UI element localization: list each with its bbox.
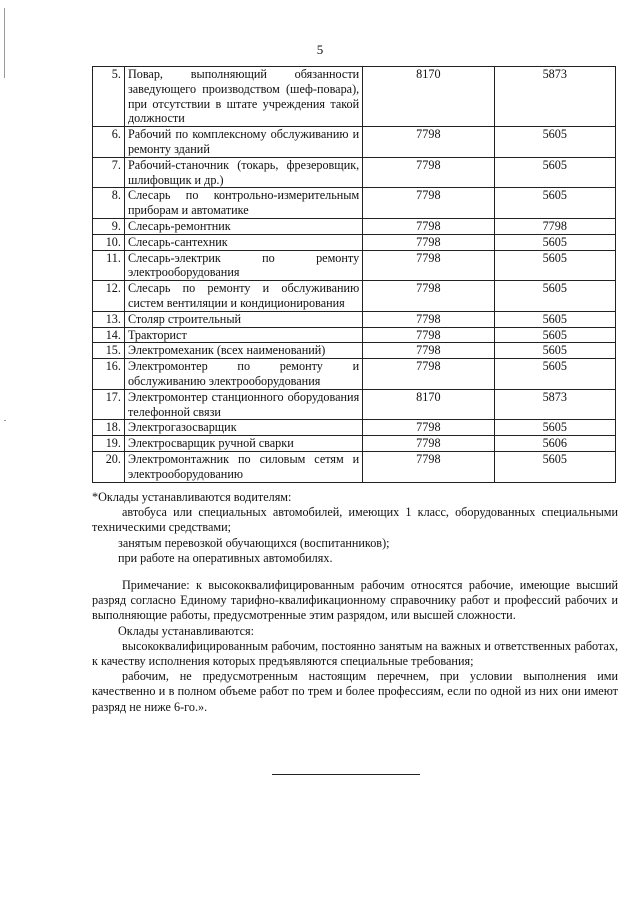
row-number: 10. xyxy=(93,234,125,250)
row-number: 8. xyxy=(93,188,125,219)
salary-table-body xyxy=(93,67,616,483)
salary-value-1: 8170 xyxy=(363,389,494,420)
table-row xyxy=(93,311,616,327)
salary-value-2: 5605 xyxy=(494,250,615,281)
position-name: Электромеханик (всех наименований) xyxy=(124,343,362,359)
salary-value-2: 5605 xyxy=(494,234,615,250)
salary-table xyxy=(92,66,616,483)
salary-value-1: 7798 xyxy=(363,436,494,452)
row-number: 13. xyxy=(93,311,125,327)
salary-value-1: 7798 xyxy=(363,311,494,327)
position-name: Слесарь по контрольно-измерительным приборам и автоматике xyxy=(124,188,362,219)
salary-value-1: 7798 xyxy=(363,451,494,482)
position-name: Слесарь-электрик по ремонту электрооборудования xyxy=(124,250,362,281)
salary-value-1: 7798 xyxy=(363,218,494,234)
salary-value-1: 7798 xyxy=(363,343,494,359)
position-name: Слесарь-ремонтник xyxy=(124,218,362,234)
position-name: Столяр строительный xyxy=(124,311,362,327)
salary-value-2: 5605 xyxy=(494,188,615,219)
position-name: Слесарь по ремонту и обслуживанию систем вентиляции и кондиционирования xyxy=(124,281,362,312)
salary-value-1: 7798 xyxy=(363,327,494,343)
row-number: 11. xyxy=(93,250,125,281)
table-row xyxy=(93,234,616,250)
table-row xyxy=(93,250,616,281)
salary-value-2: 5605 xyxy=(494,127,615,158)
salary-value-2: 5605 xyxy=(494,359,615,390)
table-row xyxy=(93,218,616,234)
scan-edge-dot xyxy=(4,420,6,421)
table-row xyxy=(93,127,616,158)
row-number: 9. xyxy=(93,218,125,234)
signature-line xyxy=(272,774,420,775)
row-number: 7. xyxy=(93,157,125,188)
position-name: Слесарь-сантехник xyxy=(124,234,362,250)
salary-item: рабочим, не предусмотренным настоящим перечнем, при условии выполнения ими качественно и в полном объеме работ по трем и более профессиям, если по одной из них они имеют разряд не ниже 6-го.». xyxy=(92,669,618,714)
footnote-item: занятым перевозкой обучающихся (воспитанников); xyxy=(118,535,390,550)
row-number: 18. xyxy=(93,420,125,436)
notes-section xyxy=(92,490,618,715)
salary-value-2: 5873 xyxy=(494,389,615,420)
salary-value-2: 5605 xyxy=(494,327,615,343)
table-row xyxy=(93,389,616,420)
salary-value-2: 5605 xyxy=(494,451,615,482)
footnote-item: при работе на оперативных автомобилях. xyxy=(118,550,333,565)
position-name: Рабочий-станочник (токарь, фрезеровщик, шлифовщик и др.) xyxy=(124,157,362,188)
row-number: 16. xyxy=(93,359,125,390)
salary-value-1: 8170 xyxy=(363,67,494,127)
row-number: 14. xyxy=(93,327,125,343)
footnote-heading: *Оклады устанавливаются водителям: xyxy=(92,490,292,504)
salary-value-1: 7798 xyxy=(363,359,494,390)
salary-heading: Оклады устанавливаются: xyxy=(118,623,254,638)
remark-paragraph: Примечание: к высококвалифицированным рабочим относятся рабочие, имеющие высший разряд согласно Единому тарифно-квалификационному справочнику работ и профессий рабочих и выполняющие работы, предусмотренные этим разрядом, или высшей сложности. xyxy=(92,578,618,623)
row-number: 15. xyxy=(93,343,125,359)
row-number: 17. xyxy=(93,389,125,420)
position-name: Электрогазосварщик xyxy=(124,420,362,436)
row-number: 6. xyxy=(93,127,125,158)
salary-value-2: 5605 xyxy=(494,157,615,188)
salary-value-2: 5605 xyxy=(494,281,615,312)
position-name: Тракторист xyxy=(124,327,362,343)
page-number: 5 xyxy=(316,42,324,57)
row-number: 20. xyxy=(93,451,125,482)
salary-value-2: 5606 xyxy=(494,436,615,452)
table-row xyxy=(93,327,616,343)
salary-value-1: 7798 xyxy=(363,127,494,158)
table-row xyxy=(93,420,616,436)
salary-value-1: 7798 xyxy=(363,234,494,250)
table-row xyxy=(93,436,616,452)
salary-item: высококвалифицированным рабочим, постоянно занятым на важных и ответственных работах, к качеству исполнения которых предъявляются специальные требования; xyxy=(92,638,618,669)
salary-value-2: 7798 xyxy=(494,218,615,234)
table-row xyxy=(93,343,616,359)
salary-value-2: 5605 xyxy=(494,311,615,327)
salary-value-1: 7798 xyxy=(363,281,494,312)
salary-value-2: 5873 xyxy=(494,67,615,127)
footnote-item: автобуса или специальных автомобилей, имеющих 1 класс, оборудованных специальными техническими средствами; xyxy=(92,505,618,535)
table-row xyxy=(93,451,616,482)
salary-value-1: 7798 xyxy=(363,188,494,219)
table-row xyxy=(93,281,616,312)
table-row xyxy=(93,157,616,188)
row-number: 19. xyxy=(93,436,125,452)
salary-value-2: 5605 xyxy=(494,343,615,359)
position-name: Электросварщик ручной сварки xyxy=(124,436,362,452)
salary-value-1: 7798 xyxy=(363,250,494,281)
row-number: 5. xyxy=(93,67,125,127)
position-name: Повар, выполняющий обязанности заведующего производством (шеф-повара), при отсутствии в штате учреждения такой должности xyxy=(124,67,362,127)
row-number: 12. xyxy=(93,281,125,312)
position-name: Электромонтер станционного оборудования телефонной связи xyxy=(124,389,362,420)
position-name: Рабочий по комплексному обслуживанию и ремонту зданий xyxy=(124,127,362,158)
salary-value-1: 7798 xyxy=(363,157,494,188)
table-row xyxy=(93,359,616,390)
table-row xyxy=(93,67,616,127)
table-row xyxy=(93,188,616,219)
salary-value-2: 5605 xyxy=(494,420,615,436)
position-name: Электромонтажник по силовым сетям и электрооборудованию xyxy=(124,451,362,482)
position-name: Электромонтер по ремонту и обслуживанию электрооборудования xyxy=(124,359,362,390)
salary-value-1: 7798 xyxy=(363,420,494,436)
